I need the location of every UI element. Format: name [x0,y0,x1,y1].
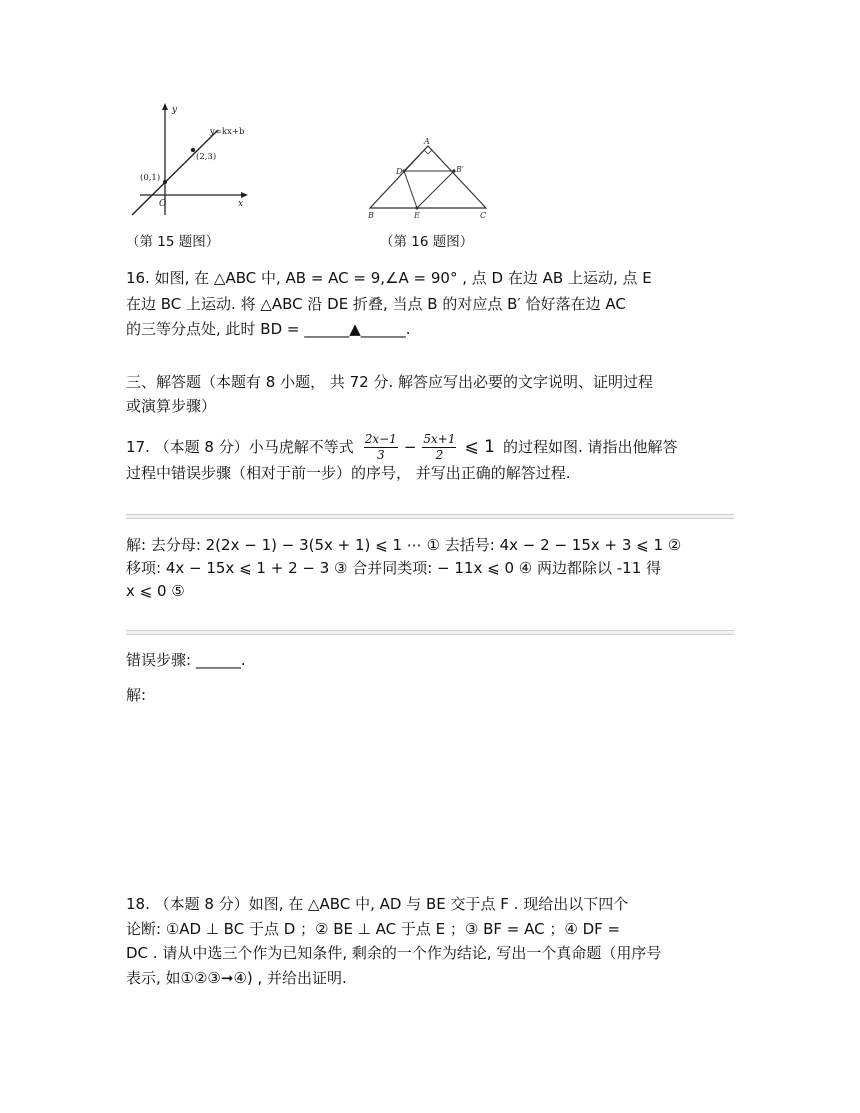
solution-line-3: x ⩽ 0 ⑤ [126,582,185,600]
q18-line-4: 表示, 如①②③➞④) , 并给出证明. [126,969,347,987]
fig15-axis-x: x [238,199,244,209]
q17-frac2-numerator: 5x+1 [423,431,456,446]
q18-line-1: 18. （本题 8 分）如图, 在 △ABC 中, AD 与 BE 交于点 F . 现给出以下四个 [126,895,629,913]
fig16-label-C: C [480,211,487,220]
section3-line-2: 或演算步骤） [126,397,217,415]
q17-suffix: 的过程如图. 请指出他解答 [502,438,678,456]
fig16-label-D: D [396,167,403,176]
q18-line-3: DC . 请从中选三个作为已知条件, 剩余的一个作为结论, 写出一个真命题（用序号 [126,944,662,962]
figure-15-caption: （第 15 题图） [126,234,220,250]
section3-line-1: 三、解答题（本题有 8 小题， 共 72 分. 解答应写出必要的文字说明、证明过程 [126,373,654,391]
fig16-label-E: E [414,211,420,220]
q17-frac1-numerator: 2x−1 [364,431,397,446]
figure-16-triangle [362,136,498,220]
q16-line-3: 的三等分点处, 此时 BD = ______▲______. [126,320,411,338]
fig15-axis-y: y [172,105,178,115]
q17-frac1-denominator: 3 [376,447,385,462]
q17-line-2: 过程中错误步骤（相对于前一步）的序号， 并写出正确的解答过程. [126,464,571,482]
solve-label: 解: [126,686,147,704]
fig16-label-A: A [424,137,430,146]
fig16-label-Bp: B′ [456,165,464,174]
fig15-point-label: (2,3) [196,152,217,162]
q17-prefix: 17. （本题 8 分）小马虎解不等式 [126,438,354,456]
solution-box-bottom-rule [126,630,734,635]
fig16-label-B: B [368,211,374,220]
fig15-line-label: y=kx+b [210,127,245,137]
solution-line-2: 移项: 4x − 15x ⩽ 1 + 2 − 3 ③ 合并同类项: − 11x ⩽ 0 ④ 两边都除以 -11 得 [126,559,662,577]
q17-minus: − [403,438,417,456]
q17-frac2-denominator: 2 [435,447,444,462]
q16-line-1: 16. 如图, 在 △ABC 中, AB = AC = 9,∠A = 90° , 点 D 在边 AB 上运动, 点 E [126,269,652,287]
q16-line-2: 在边 BC 上运动. 将 △ABC 沿 DE 折叠, 当点 B 的对应点 B′ 恰好落在边 AC [126,295,626,313]
error-step-line: 错误步骤: ______. [126,651,246,669]
fig15-origin: O [159,199,167,209]
figure-15-graph [120,100,260,220]
solution-line-1: 解: 去分母: 2(2x − 1) − 3(5x + 1) ⩽ 1 ⋯ ① 去括号: 4x − 2 − 15x + 3 ⩽ 1 ② [126,536,682,554]
fig15-intercept-label: (0,1) [140,173,161,183]
q18-line-2: 论断: ①AD ⊥ BC 于点 D ；② BE ⊥ AC 于点 E ；③ BF = AC ；④ DF = [126,920,621,938]
solution-box-top-rule [126,514,734,519]
figure-16-caption: （第 16 题图） [380,234,474,250]
q17-relation: ⩽ 1 [464,437,495,457]
